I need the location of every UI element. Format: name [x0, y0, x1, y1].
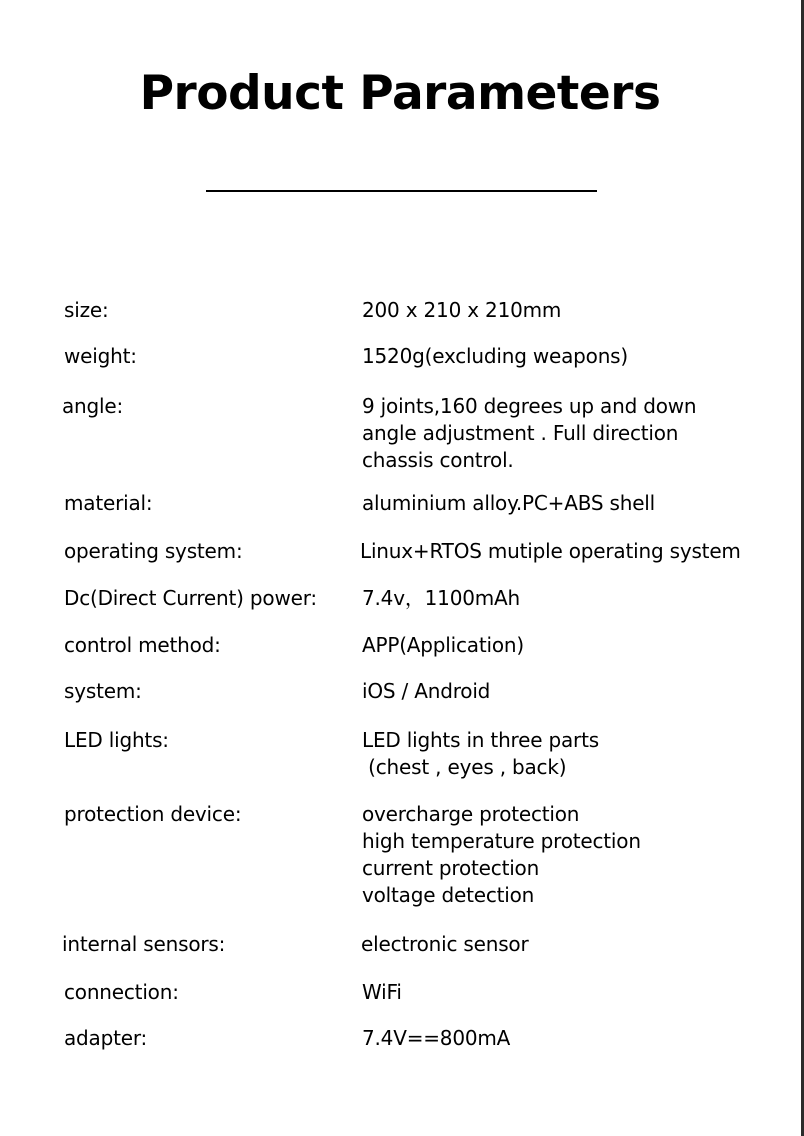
param-value-line: LED lights in three parts: [362, 728, 599, 752]
param-label: adapter:: [64, 1026, 148, 1050]
param-value-line: WiFi: [362, 980, 402, 1004]
param-value-line: electronic sensor: [361, 932, 529, 956]
param-label: operating system:: [64, 539, 243, 563]
title-divider: [206, 190, 597, 192]
param-value-line: overcharge protection: [362, 802, 580, 826]
page-title: Product Parameters: [139, 66, 661, 121]
param-label: control method:: [64, 633, 221, 657]
param-value: [362, 801, 641, 909]
param-label: weight:: [64, 344, 137, 368]
param-value: [362, 490, 655, 517]
param-value-line: Linux+RTOS mutiple operating system: [360, 539, 741, 563]
param-value-line: 7.4v，1100mAh: [362, 586, 520, 610]
param-label: connection:: [64, 980, 179, 1004]
param-value: [362, 343, 628, 370]
param-value-line: chassis control.: [362, 448, 514, 472]
param-value-line: angle adjustment . Full direction: [362, 421, 679, 445]
param-label: size:: [64, 298, 109, 322]
param-label: angle:: [62, 394, 124, 418]
param-value-line: APP(Application): [362, 633, 524, 657]
param-value-line: current protection: [362, 856, 540, 880]
param-label: system:: [64, 679, 142, 703]
param-value-line: 200 x 210 x 210mm: [362, 298, 562, 322]
param-value: [360, 538, 741, 565]
param-label: internal sensors:: [62, 932, 226, 956]
param-value-line: 1520g(excluding weapons): [362, 344, 628, 368]
param-value-line: 9 joints,160 degrees up and down: [362, 394, 697, 418]
param-value: [362, 297, 561, 324]
param-value-line: high temperature protection: [362, 829, 641, 853]
param-value: [362, 678, 490, 705]
param-value-line: voltage detection: [362, 883, 535, 907]
param-label: protection device:: [64, 802, 242, 826]
param-value: [362, 632, 524, 659]
param-label: LED lights:: [64, 728, 169, 752]
param-value-line: (chest , eyes , back): [362, 755, 567, 779]
param-value: [362, 1025, 510, 1052]
param-value-line: aluminium alloy.PC+ABS shell: [362, 491, 656, 515]
param-label: Dc(Direct Current) power:: [64, 586, 317, 610]
param-value: [362, 979, 402, 1006]
param-value: [362, 393, 696, 474]
param-value-line: iOS / Android: [362, 679, 491, 703]
param-value: [362, 727, 599, 781]
param-label: material:: [64, 491, 153, 515]
param-value: [362, 585, 520, 612]
param-value-line: 7.4V==800mA: [362, 1026, 511, 1050]
param-value: [361, 931, 529, 958]
